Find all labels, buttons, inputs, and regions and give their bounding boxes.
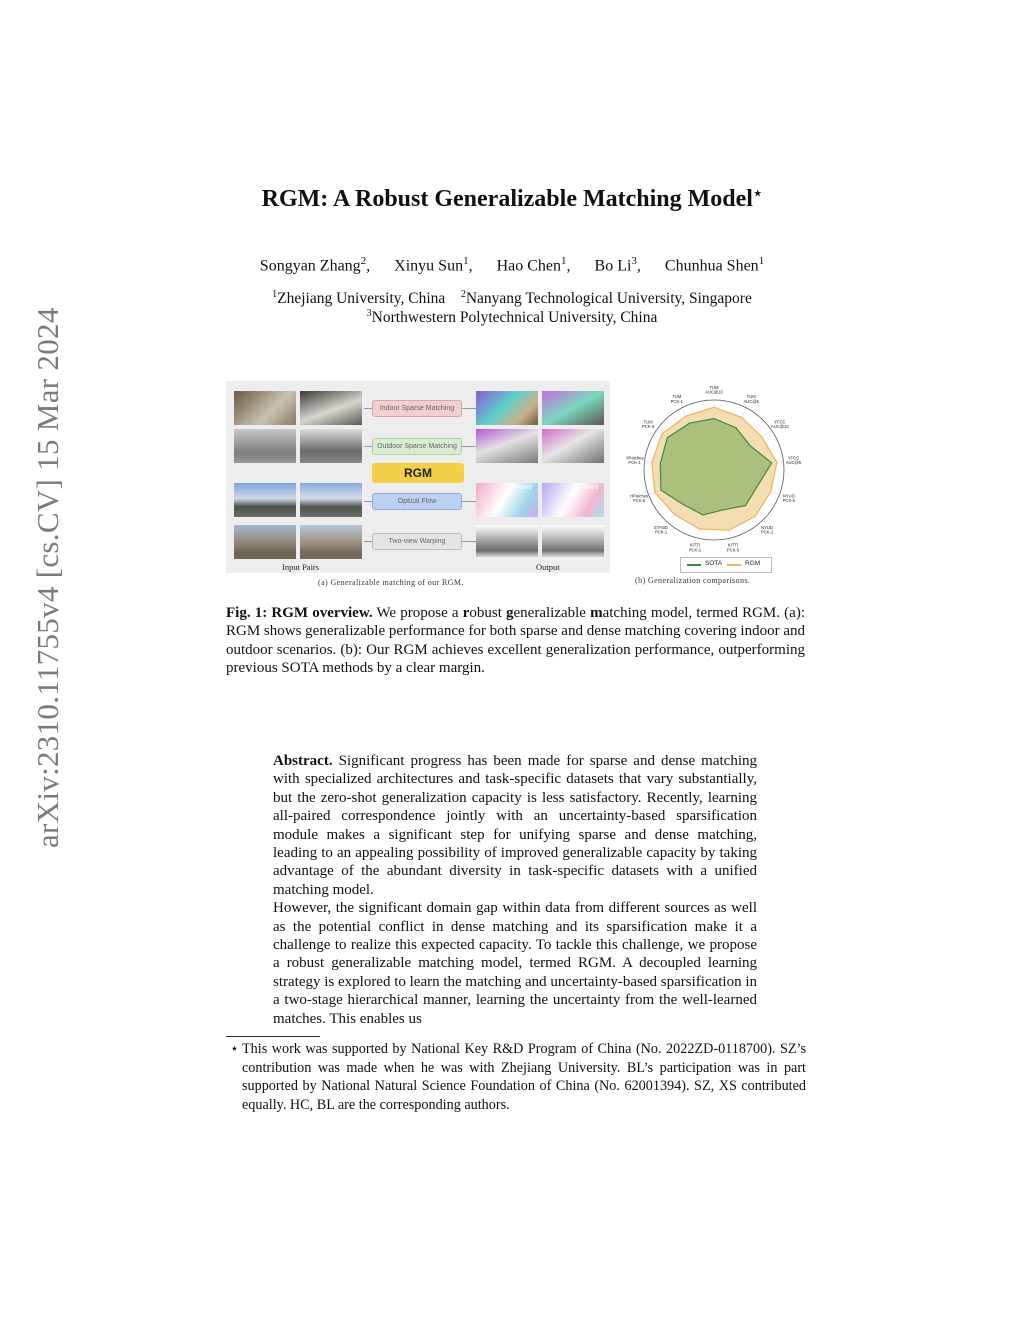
- radar-axis-label: NYUD PCK-5: [782, 493, 795, 503]
- output-outdoor-2: [542, 429, 604, 463]
- pill-optical-flow: Optical Flow: [372, 493, 462, 510]
- arrow: [462, 541, 476, 542]
- input-image-indoor-1: [234, 391, 296, 425]
- arrow: [462, 501, 476, 502]
- input-image-indoor-2: [300, 391, 362, 425]
- footnote-mark: ⋆: [230, 1041, 239, 1057]
- output-label: Output: [536, 562, 560, 572]
- arrow: [364, 408, 372, 409]
- legend-swatch-rgm: [727, 564, 741, 566]
- radar-axis-label: KITTI PCK-5: [726, 542, 740, 553]
- figure-a-pipeline: [226, 381, 610, 573]
- figure-caption: Fig. 1: RGM overview. We propose a robust generalizable matching model, termed RGM. (a): RGM shows generalizable performance for both sparse and dense matching covering indoor and outdoor scenarios. (b): Our RGM achieves excellent generalization performance, outperforming previous SOTA methods by a clear margin.: [226, 605, 805, 677]
- radar-axis-label: KITTI PCK-1: [688, 542, 702, 553]
- paper-title-text: RGM: A Robust Generalizable Matching Model: [261, 186, 753, 212]
- flow-forward-tag: Forward: [510, 485, 533, 491]
- output-indoor-1: [476, 391, 538, 425]
- radar-axis-label: YFCC AUC@10: [770, 419, 789, 430]
- legend-label-rgm: RGM: [745, 560, 761, 567]
- output-warp-2: [542, 525, 604, 559]
- input-image-outdoor-2: [300, 429, 362, 463]
- radar-axis-label: ETH3D PCK-1: [654, 524, 668, 535]
- abstract-paragraph-2: However, the significant domain gap within data from different sources as well as the potential conflict in dense matching and its sparsification make it a challenge to realize this expected capacity. To tackle this challenge, we propose a robust generalizable matching model, termed RGM. A decoupled learning strategy is explored to learn the matching and uncertainty-based sparsification in a two-stage hierarchical manner, learning the uncertainty from the well-learned matches. This enables us: [273, 900, 758, 1027]
- arrow: [364, 446, 372, 447]
- radar-axis-label: YFCC AUC@5: [785, 455, 802, 465]
- input-image-crowd-2: [300, 525, 362, 559]
- flow-backward-tag: Backward: [572, 485, 599, 491]
- pill-indoor-sparse: Indoor Sparse Matching: [372, 400, 462, 417]
- radar-axis-label: TUM AUC@5: [743, 394, 759, 404]
- affiliation-line-2: $^3$Northwestern Polytechnical University, China: [366, 308, 658, 327]
- input-image-driving-1: [234, 483, 296, 517]
- footnote-rule: [226, 1036, 320, 1037]
- author: Songyan Zhang$^2$,: [259, 255, 371, 275]
- legend-label-sota: SOTA: [705, 560, 723, 567]
- caption-label: Fig. 1:: [226, 605, 268, 621]
- figure-b-subcaption: (b) Generalization comparisons.: [635, 576, 751, 585]
- arrow: [364, 501, 372, 502]
- radar-axis-label: TUM PCK-5: [642, 419, 655, 430]
- footnote: [226, 1040, 806, 1114]
- rgm-model-block: RGM: [372, 463, 464, 483]
- title-footnote-mark: ⋆: [752, 186, 763, 202]
- arrow: [364, 541, 372, 542]
- radar-axis-label: HPatches PCK-1: [626, 455, 644, 465]
- author: Chunhua Shen$^1$: [664, 255, 765, 275]
- paper-title: [0, 186, 1024, 213]
- radar-axis-label: TUM PCK-1: [670, 394, 683, 404]
- input-image-crowd-1: [234, 525, 296, 559]
- input-image-outdoor-1: [234, 429, 296, 463]
- radar-axis-label: NYUD PCK-1: [760, 524, 774, 535]
- radar-legend: [680, 557, 772, 573]
- abstract: [273, 752, 757, 1028]
- caption-title: RGM overview.: [271, 605, 373, 621]
- radar-axis-label: HPatches PCK-5: [630, 493, 649, 503]
- output-warp-1: [476, 525, 538, 559]
- pill-outdoor-sparse: Outdoor Sparse Matching: [372, 438, 462, 455]
- author-list: [0, 255, 1024, 275]
- radar-axis-label: TUM AUC@10: [705, 385, 723, 395]
- affiliation-line-1: $^1$Zhejiang University, China $^2$Nanyang Technological University, Singapore: [272, 289, 752, 308]
- input-image-driving-2: [300, 483, 362, 517]
- footnote-text: This work was supported by National Key R&D Program of China (No. 2022ZD-0118700). SZ’s contribution was made when he was with Zhejiang University. BL’s participation was in part supported by National Natural Science Foundation of China (No. 62001394). SZ, XS contributed equally. HC, BL are the corresponding authors.: [242, 1041, 806, 1113]
- output-outdoor-1: [476, 429, 538, 463]
- abstract-label: Abstract.: [273, 753, 333, 769]
- output-indoor-2: [542, 391, 604, 425]
- figure-b-radar-chart: [626, 378, 818, 574]
- figure-a-subcaption: (a) Generalizable matching of our RGM.: [318, 578, 464, 587]
- pill-two-view-warping: Two-view Warping: [372, 533, 462, 550]
- author: Hao Chen$^1$,: [496, 255, 571, 275]
- author: Xinyu Sun$^1$,: [394, 255, 473, 275]
- arrow: [462, 408, 476, 409]
- legend-swatch-sota: [687, 564, 701, 566]
- arrow: [462, 446, 476, 447]
- arxiv-identifier: arXiv:2310.11755v4 [cs.CV] 15 Mar 2024: [30, 307, 65, 848]
- author: Bo Li$^3$,: [594, 255, 641, 275]
- abstract-paragraph-1: Abstract. Significant progress has been made for sparse and dense matching with specialized architectures and task-specific datasets that vary substantially, but the zero-shot generalization capacity is less satisfactory. Recently, learning all-paired correspondence jointly with an uncertainty-based sparsification module makes a significant step for unifying sparse and dense matching, leading to an appealing possibility of improved generalizable capacity by taking advantage of the abundant diversity in task-specific datasets with a unified matching model.: [273, 753, 757, 898]
- input-pairs-label: Input Pairs: [282, 562, 320, 572]
